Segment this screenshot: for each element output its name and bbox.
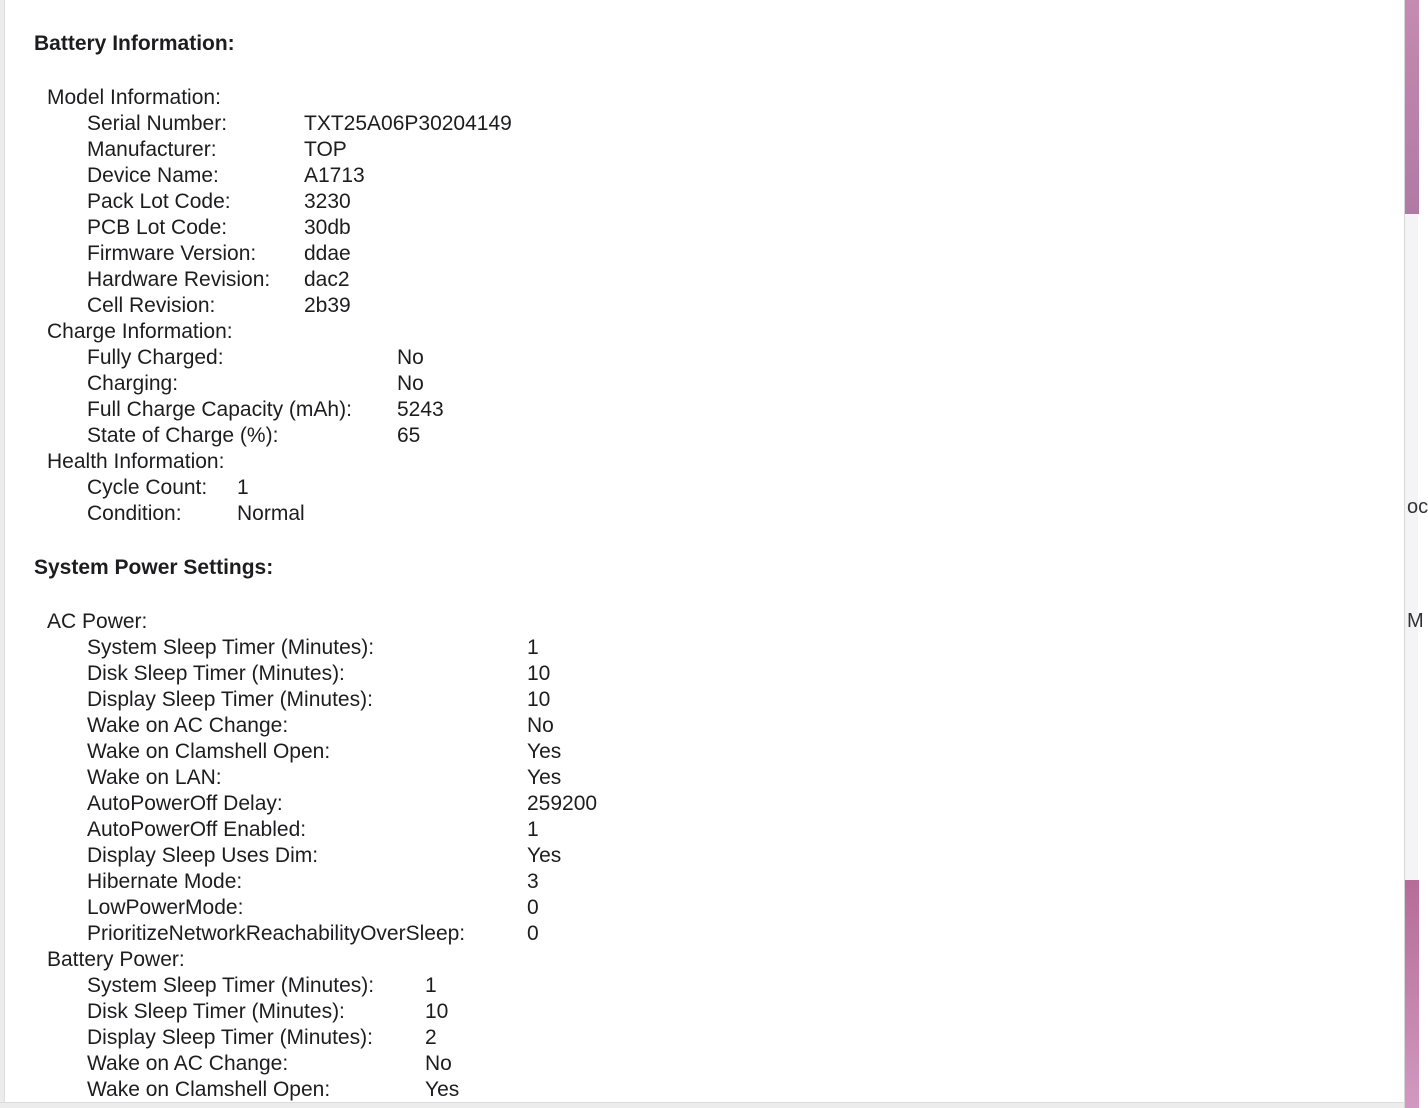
property-label: Pack Lot Code: bbox=[87, 190, 231, 213]
property-label: Hardware Revision: bbox=[87, 268, 271, 291]
ac-power-row bbox=[87, 713, 987, 739]
property-value: 2b39 bbox=[304, 294, 351, 317]
property-label: Wake on Clamshell Open: bbox=[87, 740, 331, 763]
model-information-header: Model Information: bbox=[47, 86, 221, 109]
ac-power-row bbox=[87, 817, 987, 843]
window-bottom-border bbox=[0, 1102, 1404, 1108]
property-label: Disk Sleep Timer (Minutes): bbox=[87, 662, 345, 685]
property-value: TXT25A06P30204149 bbox=[304, 112, 512, 135]
property-label: Manufacturer: bbox=[87, 138, 217, 161]
property-label: Fully Charged: bbox=[87, 346, 224, 369]
battery-power-row bbox=[87, 999, 987, 1025]
model-info-row bbox=[87, 241, 987, 267]
property-value: 1 bbox=[425, 974, 437, 997]
property-label: Serial Number: bbox=[87, 112, 228, 135]
battery-power-row bbox=[87, 1025, 987, 1051]
model-info-row bbox=[87, 163, 987, 189]
ac-power-row bbox=[87, 869, 987, 895]
system-power-settings-heading: System Power Settings: bbox=[34, 556, 274, 579]
property-value: 10 bbox=[527, 662, 551, 685]
background-text-fragment: M bbox=[1407, 610, 1424, 632]
property-value: No bbox=[397, 346, 424, 369]
property-label: System Sleep Timer (Minutes): bbox=[87, 636, 375, 659]
ac-power-row bbox=[87, 843, 987, 869]
property-label: LowPowerMode: bbox=[87, 896, 244, 919]
health-information-header: Health Information: bbox=[47, 450, 225, 473]
property-value: ddae bbox=[304, 242, 351, 265]
property-value: Yes bbox=[527, 766, 562, 789]
model-info-row bbox=[87, 293, 987, 319]
property-label: Display Sleep Uses Dim: bbox=[87, 844, 319, 867]
desktop-wallpaper-top bbox=[1405, 0, 1419, 214]
property-label: AutoPowerOff Delay: bbox=[87, 792, 283, 815]
property-value: 3 bbox=[527, 870, 539, 893]
ac-power-header: AC Power: bbox=[47, 610, 148, 633]
property-value: Normal bbox=[237, 502, 305, 525]
property-value: Yes bbox=[425, 1078, 460, 1101]
property-value: 1 bbox=[527, 818, 539, 841]
property-value: dac2 bbox=[304, 268, 350, 291]
model-info-row bbox=[87, 111, 987, 137]
battery-power-row bbox=[87, 1051, 987, 1077]
property-label: Device Name: bbox=[87, 164, 219, 187]
ac-power-row bbox=[87, 895, 987, 921]
ac-power-row bbox=[87, 739, 987, 765]
battery-power-header: Battery Power: bbox=[47, 948, 185, 971]
property-label: Wake on Clamshell Open: bbox=[87, 1078, 331, 1101]
property-label: Wake on LAN: bbox=[87, 766, 222, 789]
property-label: Cell Revision: bbox=[87, 294, 216, 317]
charge-info-row bbox=[87, 423, 987, 449]
property-label: PrioritizeNetworkReachabilityOverSleep: bbox=[87, 922, 466, 945]
property-value: 10 bbox=[425, 1000, 449, 1023]
property-value: 259200 bbox=[527, 792, 598, 815]
ac-power-row bbox=[87, 661, 987, 687]
model-info-row bbox=[87, 137, 987, 163]
ac-power-row bbox=[87, 765, 987, 791]
property-value: Yes bbox=[527, 844, 562, 867]
property-label: Hibernate Mode: bbox=[87, 870, 243, 893]
property-value: TOP bbox=[304, 138, 347, 161]
property-label: Full Charge Capacity (mAh): bbox=[87, 398, 352, 421]
ac-power-row bbox=[87, 921, 987, 947]
property-value: 3230 bbox=[304, 190, 351, 213]
property-label: AutoPowerOff Enabled: bbox=[87, 818, 307, 841]
battery-information-heading: Battery Information: bbox=[34, 32, 235, 55]
property-value: 0 bbox=[527, 922, 539, 945]
charge-info-row bbox=[87, 397, 987, 423]
charge-info-row bbox=[87, 345, 987, 371]
property-value: No bbox=[397, 372, 424, 395]
property-label: State of Charge (%): bbox=[87, 424, 279, 447]
model-info-row bbox=[87, 189, 987, 215]
background-text-fragment: oc bbox=[1407, 496, 1428, 518]
property-value: No bbox=[425, 1052, 452, 1075]
property-label: Firmware Version: bbox=[87, 242, 257, 265]
ac-power-row bbox=[87, 687, 987, 713]
property-label: PCB Lot Code: bbox=[87, 216, 228, 239]
property-value: 30db bbox=[304, 216, 351, 239]
property-value: 10 bbox=[527, 688, 551, 711]
model-info-row bbox=[87, 215, 987, 241]
property-label: Condition: bbox=[87, 502, 182, 525]
property-value: 0 bbox=[527, 896, 539, 919]
model-info-row bbox=[87, 267, 987, 293]
property-value: No bbox=[527, 714, 554, 737]
property-label: Wake on AC Change: bbox=[87, 1052, 289, 1075]
charge-info-row bbox=[87, 371, 987, 397]
health-info-row bbox=[87, 501, 987, 527]
ac-power-row bbox=[87, 635, 987, 661]
charge-information-header: Charge Information: bbox=[47, 320, 233, 343]
property-value: 1 bbox=[527, 636, 539, 659]
desktop-wallpaper-bottom bbox=[1405, 880, 1419, 1108]
property-value: A1713 bbox=[304, 164, 365, 187]
background-window-strip bbox=[1404, 0, 1428, 1108]
battery-power-row bbox=[87, 1077, 987, 1103]
property-label: Wake on AC Change: bbox=[87, 714, 289, 737]
property-label: Display Sleep Timer (Minutes): bbox=[87, 1026, 373, 1049]
property-label: Cycle Count: bbox=[87, 476, 208, 499]
property-value: Yes bbox=[527, 740, 562, 763]
property-label: System Sleep Timer (Minutes): bbox=[87, 974, 375, 997]
property-label: Disk Sleep Timer (Minutes): bbox=[87, 1000, 345, 1023]
property-value: 2 bbox=[425, 1026, 437, 1049]
property-label: Display Sleep Timer (Minutes): bbox=[87, 688, 373, 711]
property-value: 1 bbox=[237, 476, 249, 499]
health-info-row bbox=[87, 475, 987, 501]
ac-power-row bbox=[87, 791, 987, 817]
property-label: Charging: bbox=[87, 372, 179, 395]
property-value: 5243 bbox=[397, 398, 444, 421]
property-value: 65 bbox=[397, 424, 421, 447]
battery-power-row bbox=[87, 973, 987, 999]
